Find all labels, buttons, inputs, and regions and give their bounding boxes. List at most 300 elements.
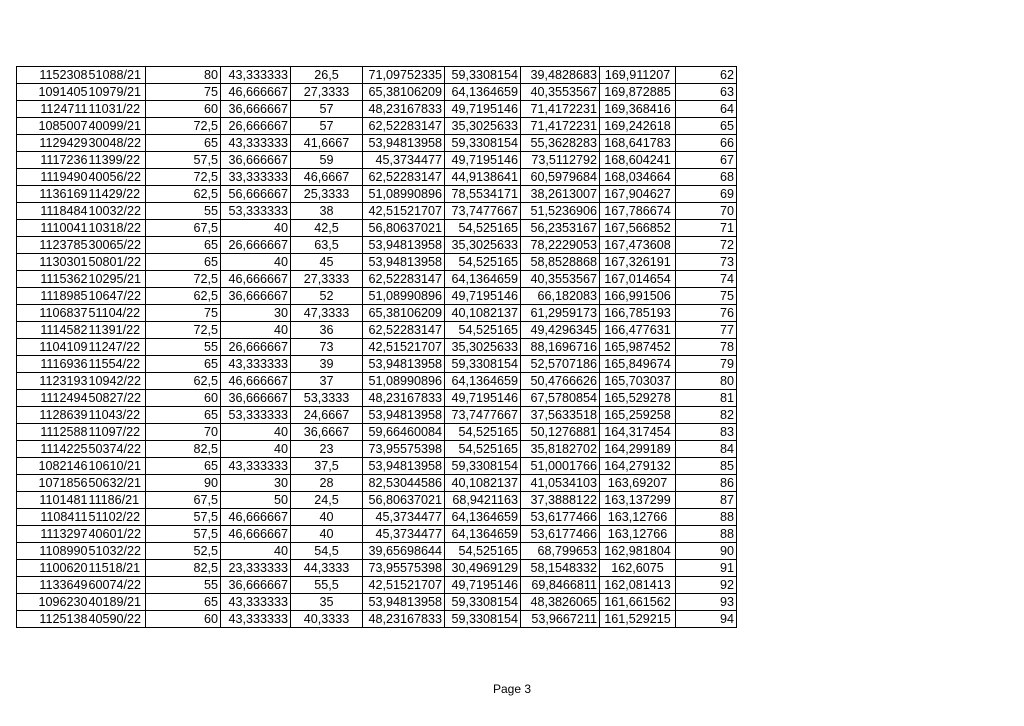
cell-score-c: 40	[291, 509, 363, 526]
cell-rank: 70	[676, 203, 737, 220]
cell-score-b: 50	[221, 492, 291, 509]
cell-score-b: 43,333333	[221, 458, 291, 475]
cell-norm-b: 49,7195146	[445, 577, 521, 594]
cell-norm-c: 41,0534103	[521, 475, 600, 492]
cell-total: 162,981804	[600, 543, 676, 560]
cell-code: 11186/21	[89, 492, 146, 509]
table-row	[17, 543, 737, 560]
cell-id: 1096230	[17, 594, 89, 611]
table-row	[17, 560, 737, 577]
cell-score-a: 55	[146, 339, 221, 356]
cell-rank: 79	[676, 356, 737, 373]
cell-rank: 77	[676, 322, 737, 339]
cell-rank: 88	[676, 509, 737, 526]
cell-score-a: 65	[146, 237, 221, 254]
cell-id: 1082146	[17, 458, 89, 475]
cell-code: 11097/22	[89, 424, 146, 441]
cell-norm-a: 45,3734477	[363, 152, 445, 169]
cell-norm-b: 49,7195146	[445, 152, 521, 169]
table-row	[17, 577, 737, 594]
cell-score-a: 57,5	[146, 526, 221, 543]
cell-norm-b: 35,3025633	[445, 237, 521, 254]
table-row	[17, 67, 737, 84]
cell-norm-c: 40,3553567	[521, 271, 600, 288]
cell-code: 50374/22	[89, 441, 146, 458]
cell-total: 167,473608	[600, 237, 676, 254]
cell-score-a: 65	[146, 458, 221, 475]
cell-norm-b: 64,1364659	[445, 271, 521, 288]
cell-score-c: 46,6667	[291, 169, 363, 186]
cell-score-c: 39	[291, 356, 363, 373]
cell-norm-c: 71,4172231	[521, 101, 600, 118]
cell-norm-a: 62,52283147	[363, 118, 445, 135]
cell-total: 166,785193	[600, 305, 676, 322]
cell-score-c: 37,5	[291, 458, 363, 475]
cell-id: 1125138	[17, 611, 89, 628]
cell-score-c: 47,3333	[291, 305, 363, 322]
cell-code: 50632/21	[89, 475, 146, 492]
table-row	[17, 424, 737, 441]
table-row	[17, 305, 737, 322]
cell-norm-c: 88,1696716	[521, 339, 600, 356]
cell-score-c: 55,5	[291, 577, 363, 594]
cell-norm-a: 53,94813958	[363, 356, 445, 373]
cell-score-a: 65	[146, 407, 221, 424]
cell-norm-c: 51,5236906	[521, 203, 600, 220]
cell-total: 167,566852	[600, 220, 676, 237]
cell-norm-c: 78,2229053	[521, 237, 600, 254]
cell-score-b: 53,333333	[221, 203, 291, 220]
cell-total: 167,014654	[600, 271, 676, 288]
cell-code: 51104/22	[89, 305, 146, 322]
cell-code: 11247/22	[89, 339, 146, 356]
cell-score-c: 28	[291, 475, 363, 492]
cell-id: 1104109	[17, 339, 89, 356]
cell-total: 168,034664	[600, 169, 676, 186]
cell-norm-c: 37,3888122	[521, 492, 600, 509]
cell-id: 1123785	[17, 237, 89, 254]
cell-norm-c: 38,2613007	[521, 186, 600, 203]
table-row	[17, 509, 737, 526]
cell-score-c: 35	[291, 594, 363, 611]
cell-score-b: 46,666667	[221, 373, 291, 390]
table-row	[17, 475, 737, 492]
cell-rank: 75	[676, 288, 737, 305]
cell-code: 11518/21	[89, 560, 146, 577]
cell-total: 163,12766	[600, 526, 676, 543]
cell-norm-a: 45,3734477	[363, 526, 445, 543]
cell-score-b: 36,666667	[221, 152, 291, 169]
cell-norm-b: 68,9421163	[445, 492, 521, 509]
cell-total: 162,081413	[600, 577, 676, 594]
cell-rank: 76	[676, 305, 737, 322]
cell-norm-a: 56,80637021	[363, 492, 445, 509]
cell-total: 164,317454	[600, 424, 676, 441]
cell-rank: 69	[676, 186, 737, 203]
cell-norm-b: 44,9138641	[445, 169, 521, 186]
cell-norm-c: 50,1276881	[521, 424, 600, 441]
cell-norm-c: 55,3628283	[521, 135, 600, 152]
cell-score-b: 36,666667	[221, 577, 291, 594]
cell-code: 51102/22	[89, 509, 146, 526]
table-row	[17, 339, 737, 356]
cell-rank: 73	[676, 254, 737, 271]
cell-norm-b: 73,7477667	[445, 407, 521, 424]
cell-norm-b: 54,525165	[445, 254, 521, 271]
cell-code: 10647/22	[89, 288, 146, 305]
cell-id: 1110041	[17, 220, 89, 237]
cell-score-b: 40	[221, 254, 291, 271]
cell-total: 168,604241	[600, 152, 676, 169]
cell-norm-c: 66,182083	[521, 288, 600, 305]
cell-code: 11399/22	[89, 152, 146, 169]
table-row	[17, 169, 737, 186]
cell-score-b: 36,666667	[221, 101, 291, 118]
cell-score-a: 57,5	[146, 152, 221, 169]
cell-code: 40601/22	[89, 526, 146, 543]
cell-norm-a: 53,94813958	[363, 237, 445, 254]
cell-total: 167,326191	[600, 254, 676, 271]
cell-total: 164,279132	[600, 458, 676, 475]
results-table-body	[17, 67, 737, 628]
table-row	[17, 152, 737, 169]
cell-code: 60074/22	[89, 577, 146, 594]
cell-code: 51032/22	[89, 543, 146, 560]
cell-norm-b: 35,3025633	[445, 118, 521, 135]
table-row	[17, 203, 737, 220]
table-row	[17, 373, 737, 390]
cell-rank: 88	[676, 526, 737, 543]
cell-norm-c: 68,799653	[521, 543, 600, 560]
table-row	[17, 220, 737, 237]
cell-score-b: 26,666667	[221, 237, 291, 254]
cell-code: 11554/22	[89, 356, 146, 373]
cell-norm-b: 54,525165	[445, 220, 521, 237]
cell-score-c: 73	[291, 339, 363, 356]
cell-total: 167,904627	[600, 186, 676, 203]
cell-rank: 71	[676, 220, 737, 237]
cell-score-c: 63,5	[291, 237, 363, 254]
page-number: Page 3	[492, 682, 532, 696]
cell-score-c: 40,3333	[291, 611, 363, 628]
cell-score-b: 53,333333	[221, 407, 291, 424]
cell-rank: 83	[676, 424, 737, 441]
cell-total: 168,641783	[600, 135, 676, 152]
cell-code: 30048/22	[89, 135, 146, 152]
cell-norm-a: 53,94813958	[363, 254, 445, 271]
cell-total: 165,259258	[600, 407, 676, 424]
cell-id: 1123193	[17, 373, 89, 390]
cell-id: 1117236	[17, 152, 89, 169]
cell-norm-a: 53,94813958	[363, 458, 445, 475]
cell-total: 169,242618	[600, 118, 676, 135]
cell-id: 1128639	[17, 407, 89, 424]
cell-total: 165,529278	[600, 390, 676, 407]
cell-norm-c: 50,4766626	[521, 373, 600, 390]
table-row	[17, 186, 737, 203]
cell-norm-c: 71,4172231	[521, 118, 600, 135]
cell-norm-b: 49,7195146	[445, 288, 521, 305]
cell-id: 1071856	[17, 475, 89, 492]
cell-norm-a: 73,95575398	[363, 560, 445, 577]
cell-norm-b: 59,3308154	[445, 594, 521, 611]
cell-rank: 93	[676, 594, 737, 611]
table-row	[17, 84, 737, 101]
cell-norm-a: 53,94813958	[363, 135, 445, 152]
table-row	[17, 271, 737, 288]
cell-norm-a: 65,38106209	[363, 84, 445, 101]
cell-total: 165,987452	[600, 339, 676, 356]
cell-id: 1085007	[17, 118, 89, 135]
cell-rank: 67	[676, 152, 737, 169]
cell-norm-c: 58,1548332	[521, 560, 600, 577]
cell-score-a: 55	[146, 577, 221, 594]
cell-score-a: 52,5	[146, 543, 221, 560]
cell-score-c: 40	[291, 526, 363, 543]
cell-rank: 87	[676, 492, 737, 509]
cell-score-a: 72,5	[146, 169, 221, 186]
cell-rank: 85	[676, 458, 737, 475]
cell-norm-c: 35,8182702	[521, 441, 600, 458]
cell-score-b: 33,333333	[221, 169, 291, 186]
cell-rank: 72	[676, 237, 737, 254]
cell-norm-c: 69,8466811	[521, 577, 600, 594]
cell-norm-a: 51,08990896	[363, 186, 445, 203]
cell-rank: 74	[676, 271, 737, 288]
cell-norm-b: 73,7477667	[445, 203, 521, 220]
cell-norm-a: 62,52283147	[363, 271, 445, 288]
cell-score-a: 62,5	[146, 186, 221, 203]
cell-norm-a: 53,94813958	[363, 594, 445, 611]
cell-total: 166,477631	[600, 322, 676, 339]
cell-score-c: 27,3333	[291, 84, 363, 101]
table-row	[17, 390, 737, 407]
cell-norm-a: 56,80637021	[363, 220, 445, 237]
cell-score-a: 70	[146, 424, 221, 441]
cell-code: 10610/21	[89, 458, 146, 475]
cell-norm-c: 61,2959173	[521, 305, 600, 322]
cell-id: 1106837	[17, 305, 89, 322]
cell-norm-a: 65,38106209	[363, 305, 445, 322]
cell-id: 1119490	[17, 169, 89, 186]
cell-total: 164,299189	[600, 441, 676, 458]
cell-code: 10318/22	[89, 220, 146, 237]
cell-norm-b: 64,1364659	[445, 84, 521, 101]
cell-rank: 68	[676, 169, 737, 186]
cell-rank: 86	[676, 475, 737, 492]
table-row	[17, 254, 737, 271]
cell-norm-b: 49,7195146	[445, 390, 521, 407]
cell-score-a: 55	[146, 203, 221, 220]
cell-norm-c: 51,0001766	[521, 458, 600, 475]
cell-score-a: 60	[146, 101, 221, 118]
cell-norm-b: 59,3308154	[445, 135, 521, 152]
cell-id: 1112588	[17, 424, 89, 441]
cell-total: 162,6075	[600, 560, 676, 577]
cell-score-b: 40	[221, 322, 291, 339]
cell-score-b: 40	[221, 441, 291, 458]
cell-norm-a: 42,51521707	[363, 577, 445, 594]
cell-total: 169,872885	[600, 84, 676, 101]
cell-code: 50827/22	[89, 390, 146, 407]
cell-norm-b: 54,525165	[445, 322, 521, 339]
cell-score-a: 65	[146, 135, 221, 152]
cell-id: 1118985	[17, 288, 89, 305]
cell-id: 1136169	[17, 186, 89, 203]
cell-rank: 92	[676, 577, 737, 594]
cell-norm-c: 40,3553567	[521, 84, 600, 101]
cell-score-c: 57	[291, 101, 363, 118]
cell-rank: 63	[676, 84, 737, 101]
cell-id: 1152308	[17, 67, 89, 84]
cell-norm-c: 60,5979684	[521, 169, 600, 186]
cell-score-c: 59	[291, 152, 363, 169]
cell-code: 40590/22	[89, 611, 146, 628]
cell-norm-c: 53,6177466	[521, 526, 600, 543]
cell-norm-a: 45,3734477	[363, 509, 445, 526]
cell-rank: 80	[676, 373, 737, 390]
cell-score-a: 67,5	[146, 492, 221, 509]
cell-id: 1114582	[17, 322, 89, 339]
cell-rank: 91	[676, 560, 737, 577]
cell-norm-c: 49,4296345	[521, 322, 600, 339]
cell-score-c: 38	[291, 203, 363, 220]
cell-score-c: 42,5	[291, 220, 363, 237]
cell-norm-b: 35,3025633	[445, 339, 521, 356]
cell-score-c: 25,3333	[291, 186, 363, 203]
cell-id: 1112494	[17, 390, 89, 407]
cell-norm-b: 54,525165	[445, 441, 521, 458]
cell-norm-a: 39,65698644	[363, 543, 445, 560]
cell-score-a: 60	[146, 611, 221, 628]
cell-score-a: 72,5	[146, 271, 221, 288]
cell-id: 1091405	[17, 84, 89, 101]
cell-id: 1108990	[17, 543, 89, 560]
cell-norm-b: 49,7195146	[445, 101, 521, 118]
cell-total: 169,911207	[600, 67, 676, 84]
cell-score-a: 72,5	[146, 118, 221, 135]
cell-score-b: 46,666667	[221, 271, 291, 288]
cell-total: 165,703037	[600, 373, 676, 390]
cell-norm-b: 54,525165	[445, 424, 521, 441]
cell-total: 163,137299	[600, 492, 676, 509]
cell-score-b: 26,666667	[221, 118, 291, 135]
cell-score-c: 36,6667	[291, 424, 363, 441]
cell-code: 40189/21	[89, 594, 146, 611]
cell-score-b: 43,333333	[221, 611, 291, 628]
cell-code: 50801/22	[89, 254, 146, 271]
cell-rank: 65	[676, 118, 737, 135]
cell-score-a: 90	[146, 475, 221, 492]
cell-code: 11391/22	[89, 322, 146, 339]
results-table	[16, 66, 737, 628]
cell-score-a: 80	[146, 67, 221, 84]
cell-score-b: 40	[221, 220, 291, 237]
cell-id: 1101481	[17, 492, 89, 509]
cell-id: 1124711	[17, 101, 89, 118]
cell-code: 11031/22	[89, 101, 146, 118]
cell-total: 169,368416	[600, 101, 676, 118]
cell-score-c: 54,5	[291, 543, 363, 560]
cell-id: 1115362	[17, 271, 89, 288]
cell-score-c: 53,3333	[291, 390, 363, 407]
cell-id: 1116936	[17, 356, 89, 373]
cell-norm-a: 51,08990896	[363, 373, 445, 390]
cell-norm-b: 59,3308154	[445, 458, 521, 475]
cell-score-a: 57,5	[146, 509, 221, 526]
table-row	[17, 288, 737, 305]
cell-code: 11429/22	[89, 186, 146, 203]
cell-id: 1129429	[17, 135, 89, 152]
cell-norm-b: 59,3308154	[445, 611, 521, 628]
table-row	[17, 441, 737, 458]
cell-score-c: 57	[291, 118, 363, 135]
table-row	[17, 407, 737, 424]
cell-norm-c: 67,5780854	[521, 390, 600, 407]
cell-score-b: 23,333333	[221, 560, 291, 577]
table-row	[17, 526, 737, 543]
cell-score-b: 43,333333	[221, 135, 291, 152]
cell-total: 166,991506	[600, 288, 676, 305]
cell-score-b: 30	[221, 475, 291, 492]
cell-score-b: 46,666667	[221, 526, 291, 543]
cell-rank: 84	[676, 441, 737, 458]
cell-norm-a: 48,23167833	[363, 101, 445, 118]
cell-score-c: 36	[291, 322, 363, 339]
cell-norm-b: 78,5534171	[445, 186, 521, 203]
cell-norm-a: 71,09752335	[363, 67, 445, 84]
cell-score-a: 65	[146, 594, 221, 611]
cell-score-a: 75	[146, 305, 221, 322]
cell-score-b: 40	[221, 424, 291, 441]
cell-score-b: 30	[221, 305, 291, 322]
cell-id: 1108411	[17, 509, 89, 526]
cell-score-b: 26,666667	[221, 339, 291, 356]
cell-score-b: 40	[221, 543, 291, 560]
cell-code: 10032/22	[89, 203, 146, 220]
cell-norm-c: 53,9667211	[521, 611, 600, 628]
cell-norm-a: 53,94813958	[363, 407, 445, 424]
table-row	[17, 492, 737, 509]
cell-score-b: 43,333333	[221, 67, 291, 84]
cell-score-c: 37	[291, 373, 363, 390]
cell-norm-a: 42,51521707	[363, 339, 445, 356]
table-row	[17, 356, 737, 373]
cell-score-c: 26,5	[291, 67, 363, 84]
table-row	[17, 322, 737, 339]
cell-score-a: 65	[146, 254, 221, 271]
cell-norm-c: 48,3826065	[521, 594, 600, 611]
cell-norm-b: 54,525165	[445, 543, 521, 560]
cell-total: 167,786674	[600, 203, 676, 220]
cell-code: 40099/21	[89, 118, 146, 135]
table-row	[17, 118, 737, 135]
cell-norm-b: 30,4969129	[445, 560, 521, 577]
cell-rank: 82	[676, 407, 737, 424]
cell-id: 1113297	[17, 526, 89, 543]
cell-score-c: 45	[291, 254, 363, 271]
cell-norm-a: 62,52283147	[363, 322, 445, 339]
cell-norm-b: 59,3308154	[445, 67, 521, 84]
cell-code: 10295/21	[89, 271, 146, 288]
cell-rank: 66	[676, 135, 737, 152]
cell-norm-c: 37,5633518	[521, 407, 600, 424]
cell-norm-c: 53,6177466	[521, 509, 600, 526]
cell-rank: 62	[676, 67, 737, 84]
cell-score-b: 36,666667	[221, 390, 291, 407]
cell-score-a: 82,5	[146, 560, 221, 577]
cell-score-c: 52	[291, 288, 363, 305]
